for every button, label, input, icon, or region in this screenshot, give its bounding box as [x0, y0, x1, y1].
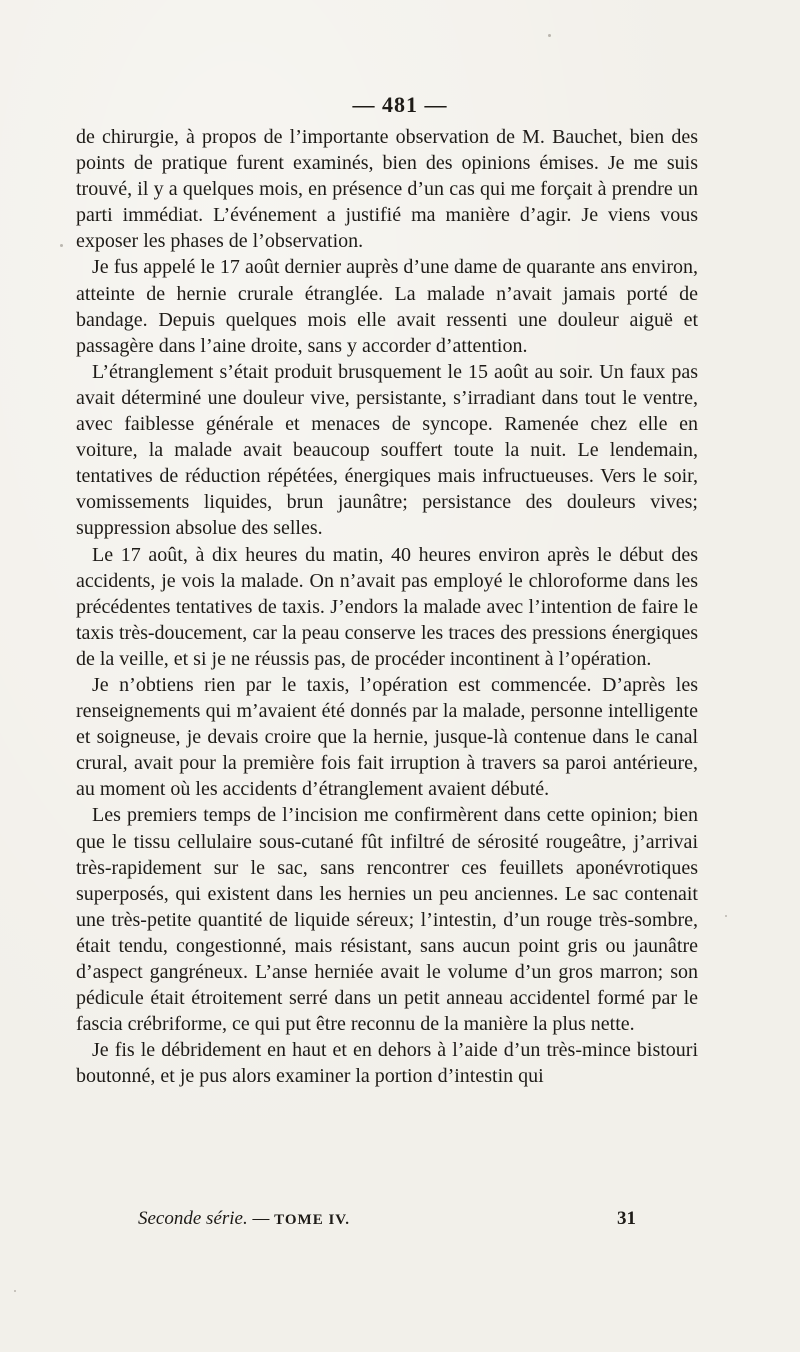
- paragraph-2: Je fus appelé le 17 août dernier auprès d’une dame de quarante ans environ, atteinte de hernie crurale étranglée. La malade n’avait jamais porté de bandage. Depuis quelques mois elle avait ressenti une douleur aiguë et passagère dans l’aine droite, sans y accorder d’attention.: [76, 256, 698, 357]
- paragraph-5: Je n’obtiens rien par le taxis, l’opération est commencée. D’après les renseignements qui m’avaient été donnés par la malade, personne intelligente et soigneuse, je devais croire que la hernie, jusque-là contenue dans le canal crural, avait pour la première fois fait irruption à travers sa paroi antérieure, au moment où les accidents d’étranglement avaient débuté.: [76, 673, 698, 801]
- sheet-number: 31: [617, 1208, 636, 1229]
- paper-speck: [14, 1290, 16, 1292]
- paper-speck: [548, 34, 551, 37]
- signature-mark: [138, 1208, 350, 1230]
- paper-speck: [725, 915, 727, 917]
- paragraph-1: de chirurgie, à propos de l’importante observation de M. Bauchet, bien des points de pratique furent examinés, bien des opinions émises. Je me suis trouvé, il y a quelques mois, en présence d’un cas qui me forçait à prendre un parti immédiat. L’événement a justifié ma manière d’agir. Je viens vous exposer les phases de l’observation.: [76, 126, 698, 253]
- page-footer: [0, 1208, 800, 1236]
- paper-speck: [60, 244, 63, 247]
- series-label: Seconde série.: [138, 1208, 248, 1229]
- paragraph-4: Le 17 août, à dix heures du matin, 40 heures environ après le début des accidents, je vois la malade. On n’avait pas employé le chloroforme dans les précédentes tentatives de taxis. J’endors la malade avec l’intention de faire le taxis très-doucement, car la peau conserve les traces des pressions énergiques de la veille, et si je ne réussis pas, de procéder incontinent à l’opération.: [76, 543, 698, 670]
- paragraph-6: Les premiers temps de l’incision me confirmèrent dans cette opinion; bien que le tissu cellulaire sous-cutané fût infiltré de sérosité rougeâtre, j’arrivai très-rapidement sur le sac, sans rencontrer ces feuillets aponévrotiques superposés, qui existent dans les hernies un peu anciennes. Le sac contenait une très-petite quantité de liquide séreux; l’intestin, d’un rouge très-sombre, était tendu, congestionné, mais résistant, sans aucun point gris ou jaunâtre d’aspect gangréneux. L’anse herniée avait le volume d’un gros marron; son pédicule était étroitement serré dans un petit anneau accidentel formé par le fascia crébriforme, ce qui put être reconnu de la manière la plus nette.: [76, 804, 698, 1036]
- paragraph-7: Je fis le débridement en haut et en dehors à l’aide d’un très-mince bistouri boutonné, et je pus alors examiner la portion d’intestin qui: [76, 1039, 698, 1088]
- page-number-header: — 481 —: [352, 92, 448, 117]
- footer-dash: —: [247, 1208, 275, 1229]
- tome-label: TOME IV.: [274, 1212, 350, 1228]
- body-text: [76, 124, 698, 1089]
- paragraph-3: L’étranglement s’était produit brusquement le 15 août au soir. Un faux pas avait déterminé une douleur vive, persistante, s’irradiant dans tout le ventre, avec faiblesse générale et menaces de syncope. Ramenée chez elle en voiture, la malade avait beaucoup souffert toute la nuit. Le lendemain, tentatives de réduction répétées, énergiques mais infructueuses. Vers le soir, vomissements liquides, brun jaunâtre; persistance des douleurs vives; suppression absolue des selles.: [76, 360, 698, 540]
